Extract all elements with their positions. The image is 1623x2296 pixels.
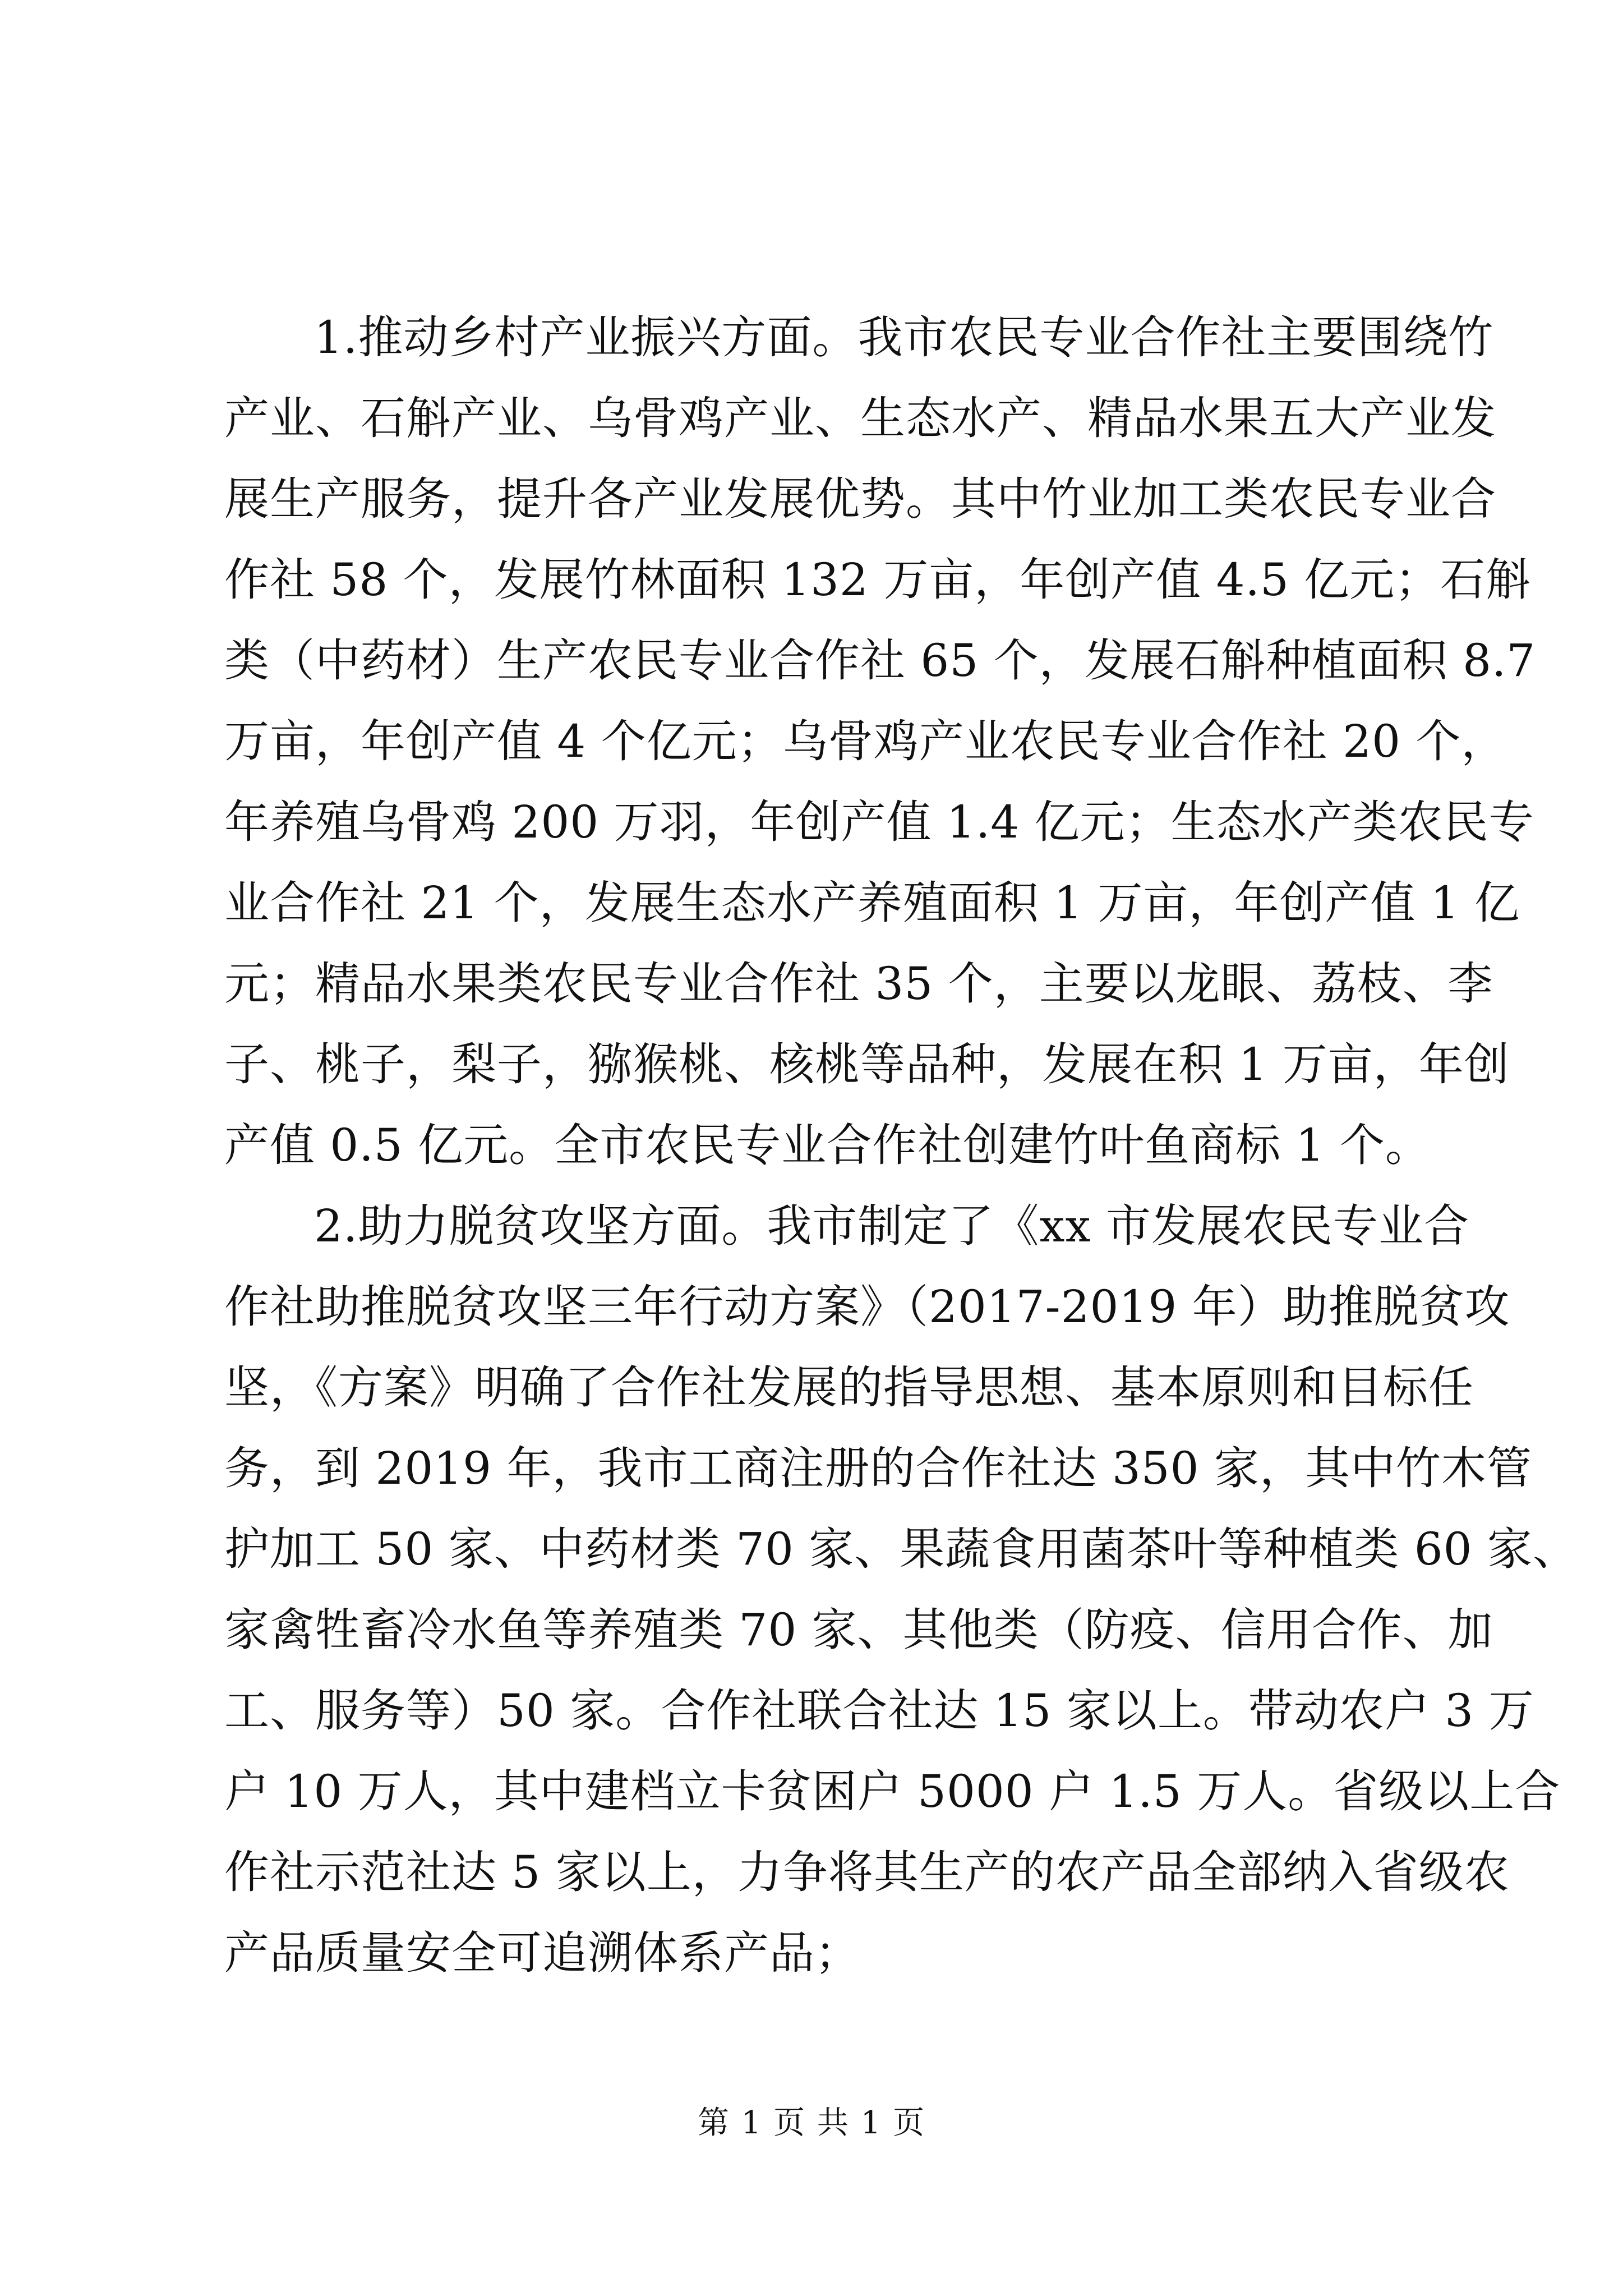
paragraph-2-line-9: 作社示范社达 5 家以上，力争将其生产的农产品全部纳入省级农 [224, 1846, 1510, 1898]
document-body [224, 297, 1578, 1994]
paragraph-1-line-6: 万亩，年创产值 4 个亿元；乌骨鸡产业农民专业合作社 20 个， [224, 715, 1507, 767]
paragraph-1-line-1: 1.推动乡村产业振兴方面。我市农民专业合作社主要围绕竹 [314, 311, 1494, 364]
paragraph-2-line-10: 产品质量安全可追溯体系产品； [224, 1927, 860, 1979]
paragraph-1-line-7: 年养殖乌骨鸡 200 万羽，年创产值 1.4 亿元；生态水产类农民专 [224, 796, 1534, 848]
paragraph-1-line-8: 业合作社 21 个，发展生态水产养殖面积 1 万亩，年创产值 1 亿 [224, 877, 1520, 929]
paragraph-2-line-1: 2.助力脱贫攻坚方面。我市制定了《xx 市发展农民专业合 [314, 1200, 1469, 1252]
paragraph-1-line-5: 类（中药材）生产农民专业合作社 65 个，发展石斛种植面积 8.7 [224, 634, 1536, 687]
paragraph-2-line-3: 坚，《方案》明确了合作社发展的指导思想、基本原则和目标任 [224, 1361, 1474, 1414]
paragraph-2-line-8: 户 10 万人，其中建档立卡贫困户 5000 户 1.5 万人。省级以上合 [224, 1765, 1561, 1818]
paragraph-1-line-3: 展生产服务，提升各产业发展优势。其中竹业加工类农民专业合 [224, 473, 1496, 525]
paragraph-2-line-7: 工、服务等）50 家。合作社联合社达 15 家以上。带动农户 3 万 [224, 1685, 1534, 1737]
paragraph-2-line-4: 务，到 2019 年，我市工商注册的合作社达 350 家，其中竹木管 [224, 1442, 1533, 1494]
paragraph-1-line-4: 作社 58 个，发展竹林面积 132 万亩，年创产值 4.5 亿元；石斛 [224, 554, 1532, 606]
paragraph-2-line-5: 护加工 50 家、中药材类 70 家、果蔬食用菌茶叶等种植类 60 家、 [224, 1523, 1578, 1575]
page-footer [0, 2101, 1623, 2146]
paragraph-1-line-10: 子、桃子，梨子，猕猴桃、核桃等品种，发展在积 1 万亩，年创 [224, 1038, 1510, 1091]
page-number-label: 第 1 页 共 1 页 [697, 2105, 926, 2141]
paragraph-1-line-9: 元；精品水果类农民专业合作社 35 个，主要以龙眼、荔枝、李 [224, 958, 1493, 1010]
paragraph-2-line-2: 作社助推脱贫攻坚三年行动方案》（2017-2019 年）助推脱贫攻 [224, 1281, 1510, 1333]
paragraph-1-line-11: 产值 0.5 亿元。全市农民专业合作社创建竹叶鱼商标 1 个。 [224, 1119, 1431, 1171]
paragraph-2-line-6: 家禽牲畜冷水鱼等养殖类 70 家、其他类（防疫、信用合作、加 [224, 1604, 1493, 1656]
paragraph-1-line-2: 产业、石斛产业、乌骨鸡产业、生态水产、精品水果五大产业发 [224, 392, 1496, 444]
